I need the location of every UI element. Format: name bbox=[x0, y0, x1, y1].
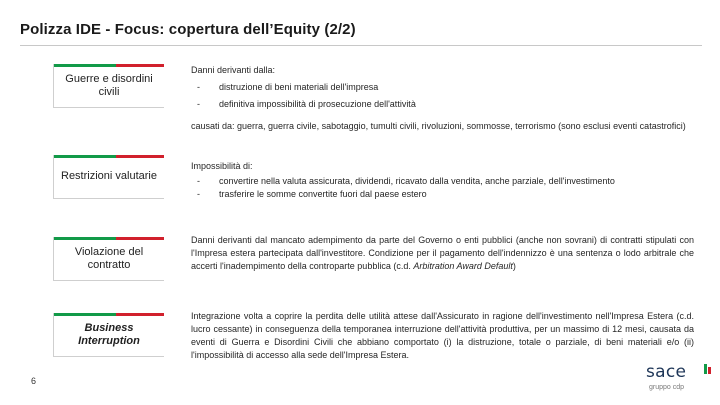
coverage-text: Danni derivanti dal mancato adempimento da parte del Governo o enti pubblici (anche non sovrani) di contratti stipulati con l'Impresa estera partecipata dall'investitore. Condizione per il pagamento dell'indennizzo è una sentenza o lodo arbitrale che accerti l'inadempimento della controparte pubblica (c.d. bbox=[191, 235, 694, 271]
tab-label: Violazione del contratto bbox=[74, 245, 144, 271]
tab-guerre-disordini bbox=[53, 64, 164, 108]
bullet-dash: - bbox=[197, 82, 200, 92]
coverage-intro: Danni derivanti dalla: bbox=[191, 65, 276, 75]
tab-business-interruption bbox=[53, 313, 164, 357]
list-item bbox=[191, 188, 694, 201]
page-number: 6 bbox=[31, 376, 37, 386]
bullet-dash: - bbox=[197, 99, 200, 109]
bullet-text: distruzione di beni materiali dell'impresa bbox=[219, 82, 379, 92]
coverage-breach-of-contract bbox=[191, 234, 694, 273]
tab-label: Business Interruption bbox=[78, 321, 140, 347]
logo-flag-red bbox=[708, 367, 711, 374]
title-divider bbox=[20, 45, 702, 46]
bullet-dash: - bbox=[197, 189, 200, 199]
coverage-text-end: ) bbox=[512, 261, 516, 271]
coverage-text-italic: Arbitration Award Default bbox=[413, 261, 513, 271]
coverage-note: causati da: guerra, guerra civile, sabotaggio, tumulti civili, rivoluzioni, sommosse, terrorismo (sono esclusi eventi catastrofici) bbox=[191, 121, 686, 131]
coverage-business-interruption bbox=[191, 310, 694, 362]
list-item bbox=[191, 175, 694, 188]
tab-label: Restrizioni valutarie bbox=[61, 170, 157, 182]
bullet-text: trasferire le somme convertite fuori dal paese estero bbox=[219, 189, 427, 199]
tab-restrizioni-valutarie bbox=[53, 155, 164, 199]
tab-violazione-contratto bbox=[53, 237, 164, 281]
logo-tagline: gruppo cdp bbox=[649, 384, 685, 391]
sace-logo bbox=[646, 362, 716, 398]
list-item bbox=[191, 81, 694, 94]
coverage-text: Integrazione volta a coprire la perdita delle utilità attese dall'Assicurato in ragione dell'investimento nell'Impresa Estera (c.d. lucro cessante) in conseguenza della temporanea interruzione dell'attività produttiva, per un massimo di 12 mesi, causata da eventi di Guerra e Disordini Civili che abbiano comportato (i) la distruzione, totale o parziale, di beni materiali e/o (ii) l'impossibilità di accesso alla sede dell'Impresa Estera. bbox=[191, 311, 694, 360]
logo-wordmark: sace bbox=[646, 362, 687, 382]
list-item bbox=[191, 98, 694, 111]
bullet-text: convertire nella valuta assicurata, dividendi, ricavato dalla vendita, anche parziale, dell'investimento bbox=[219, 176, 615, 186]
logo-flag-green bbox=[704, 364, 707, 374]
tab-label: Guerre e disordini civili bbox=[65, 72, 153, 98]
page-title: Polizza IDE - Focus: copertura dell’Equity (2/2) bbox=[20, 21, 356, 38]
coverage-currency-restrictions bbox=[191, 160, 694, 201]
bullet-dash: - bbox=[197, 176, 200, 186]
coverage-intro: Impossibilità di: bbox=[191, 161, 253, 171]
coverage-war-civil-unrest bbox=[191, 64, 694, 134]
bullet-text: definitiva impossibilità di prosecuzione dell'attività bbox=[219, 99, 416, 109]
